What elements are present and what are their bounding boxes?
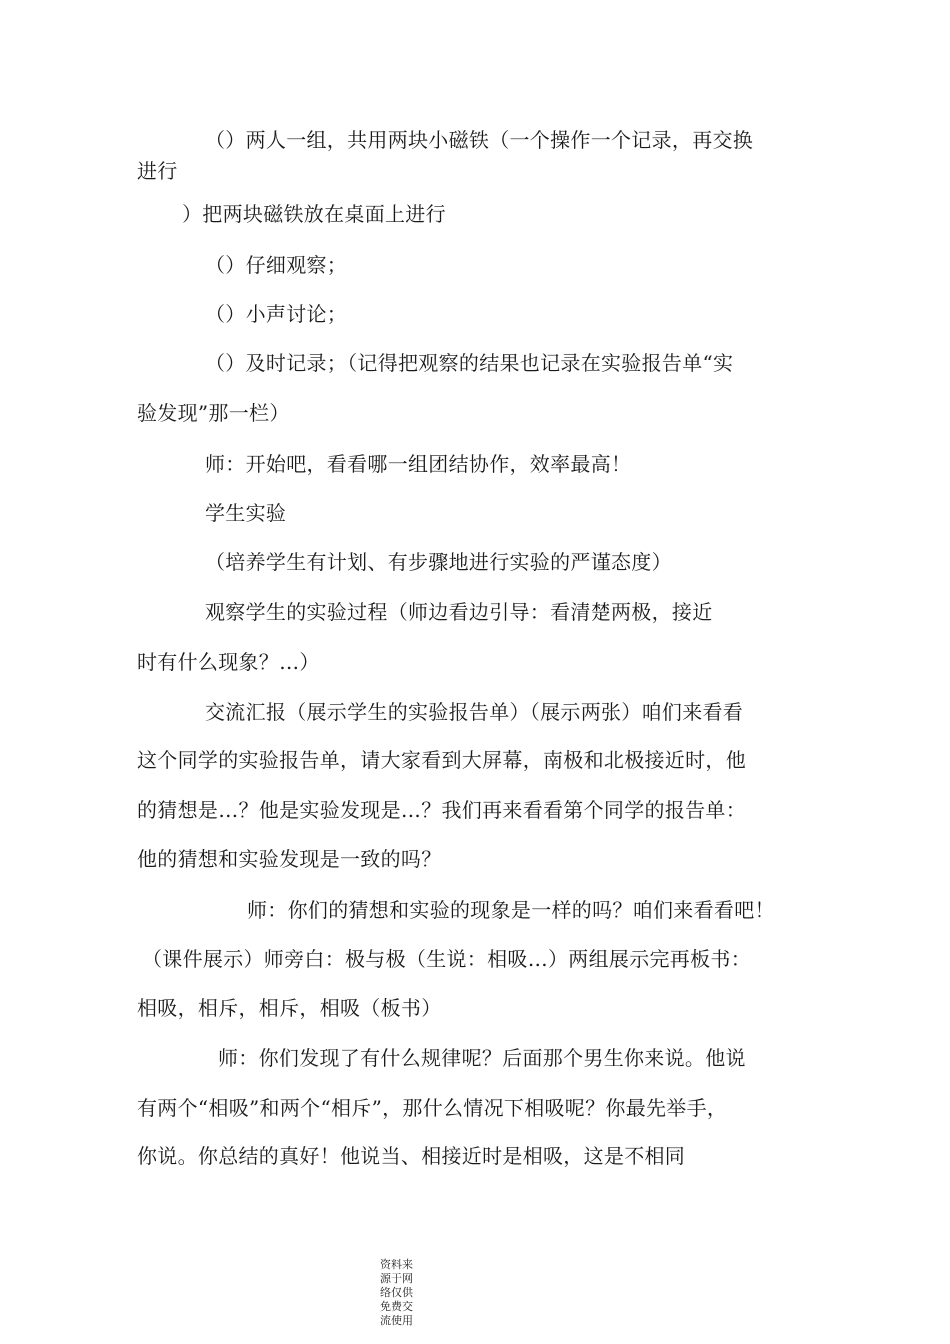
footer-line: 络仅供	[380, 1286, 413, 1299]
text-line: 时有什么现象？…）	[137, 650, 320, 674]
text-line: 这个同学的实验报告单，请大家看到大屏幕，南极和北极接近时，他	[137, 748, 746, 772]
footer-line: 资料来	[380, 1258, 413, 1271]
text-line: 他的猜想和实验发现是一致的吗？	[137, 847, 442, 871]
text-line: 师：你们的猜想和实验的现象是一样的吗？咱们来看看吧！	[247, 898, 775, 922]
text-line: （）小声讨论；	[205, 302, 348, 326]
text-line: （）及时记录；（记得把观察的结果也记录在实验报告单“实	[205, 351, 734, 375]
text-line: （）仔细观察；	[205, 253, 348, 277]
footer-line: 源于网	[380, 1272, 413, 1285]
text-line: 师：你们发现了有什么规律呢？后面那个男生你来说。他说	[218, 1046, 746, 1070]
text-line: 师：开始吧，看看哪一组团结协作，效率最高！	[205, 452, 632, 476]
text-line: 进行	[137, 159, 178, 183]
text-line: （培养学生有计划、有步骤地进行实验的严谨态度）	[205, 550, 672, 574]
text-line: （课件展示）师旁白：极与极（生说：相吸…）两组展示完再板书：	[142, 947, 751, 971]
text-line: 的猜想是…？他是实验发现是…？我们再来看看第个同学的报告单：	[137, 798, 746, 822]
text-line: 交流汇报（展示学生的实验报告单）（展示两张）咱们来看看	[205, 700, 744, 724]
footer-note	[380, 1258, 424, 1328]
footer-line: 免费交	[380, 1300, 413, 1313]
text-line: 有两个“相吸”和两个“相斥”，那什么情况下相吸呢？你最先举手，	[137, 1096, 728, 1120]
text-line: 验发现”那一栏）	[137, 401, 290, 425]
text-line: 观察学生的实验过程（师边看边引导：看清楚两极，接近	[205, 600, 713, 624]
footer-line: 流使用	[380, 1314, 413, 1327]
text-line: （）两人一组，共用两块小磁铁（一个操作一个记录，再交换	[205, 128, 754, 152]
text-line: 你说。你总结的真好！他说当、相接近时是相吸，这是不相同	[137, 1144, 686, 1168]
text-line: 相吸，相斥，相斥，相吸（板书）	[137, 996, 442, 1020]
text-line: 学生实验	[205, 501, 287, 525]
text-line: ）把两块磁铁放在桌面上进行	[182, 202, 446, 226]
